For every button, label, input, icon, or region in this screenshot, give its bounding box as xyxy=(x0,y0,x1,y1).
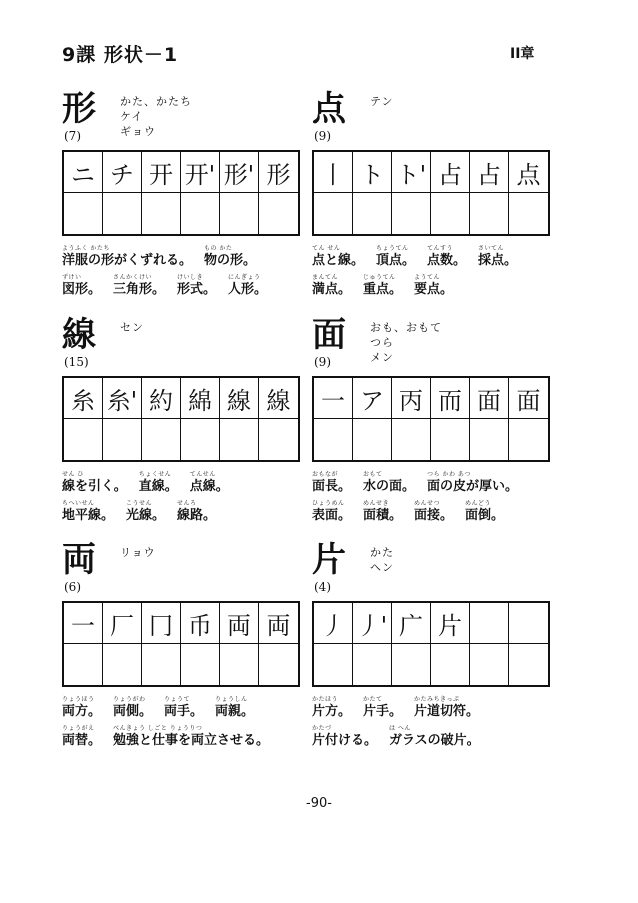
example-word: 片付ける。 xyxy=(312,733,378,748)
stroke-step-cell: 綿 xyxy=(181,378,220,419)
example-word: 線路。 xyxy=(177,508,217,523)
readings xyxy=(120,320,144,335)
stroke-step-cell: 両 xyxy=(220,603,259,644)
stroke-step-cell: 广 xyxy=(392,603,431,644)
stroke-step-cell: 糸' xyxy=(103,378,142,419)
kanji-character: 両 xyxy=(62,540,96,580)
example-word: 重点。 xyxy=(363,282,403,297)
furigana: かたづ xyxy=(312,725,332,732)
example-word: 地平線。 xyxy=(62,508,115,523)
furigana: べんきょう しごと りょうりつ xyxy=(113,725,203,732)
practice-cell xyxy=(181,193,220,234)
page-title: 9課 形状－1 xyxy=(62,44,179,66)
example-sentences xyxy=(312,695,480,753)
example-item xyxy=(376,244,415,269)
example-item xyxy=(62,499,114,524)
example-item xyxy=(62,273,101,298)
stroke-step-cell: 占 xyxy=(431,152,470,193)
practice-cell xyxy=(509,644,548,685)
stroke-step-cell: チ xyxy=(103,152,142,193)
example-line xyxy=(62,724,269,749)
reading: かた xyxy=(370,546,394,559)
stroke-step-cell: 点 xyxy=(509,152,548,193)
example-word: 両側。 xyxy=(113,704,153,719)
furigana: ちょうてん xyxy=(376,245,409,252)
practice-cell xyxy=(103,644,142,685)
example-word: 片手。 xyxy=(363,704,403,719)
furigana: こうせん xyxy=(126,500,153,507)
stroke-step-cell: 开 xyxy=(142,152,181,193)
practice-cell xyxy=(392,419,431,460)
furigana: ちょくせん xyxy=(138,471,172,478)
stroke-order-grid xyxy=(62,601,300,687)
reading: セン xyxy=(120,321,144,334)
practice-cell xyxy=(103,419,142,460)
stroke-step-cell: 形 xyxy=(259,152,298,193)
example-word: 点と線。 xyxy=(312,253,365,268)
example-item xyxy=(465,499,504,524)
example-word: 物の形。 xyxy=(204,253,257,268)
example-sentences xyxy=(312,244,517,302)
example-item xyxy=(478,244,517,269)
furigana: りょうしん xyxy=(215,696,248,703)
practice-cell xyxy=(392,193,431,234)
stroke-step-cell: 占 xyxy=(470,152,509,193)
stroke-step-cell: 一 xyxy=(314,378,353,419)
practice-cell xyxy=(431,644,470,685)
example-item xyxy=(427,244,466,269)
example-item xyxy=(177,273,216,298)
readings xyxy=(370,320,442,365)
example-word: 形式。 xyxy=(177,282,217,297)
practice-cell xyxy=(259,419,298,460)
stroke-step-cell: ア xyxy=(353,378,392,419)
reading: かた、かたち xyxy=(120,95,192,108)
example-word: 面接。 xyxy=(414,508,454,523)
practice-cell xyxy=(353,419,392,460)
practice-cell xyxy=(142,193,181,234)
stroke-step-cell: 丿' xyxy=(353,603,392,644)
practice-cell xyxy=(64,193,103,234)
example-item xyxy=(414,499,453,524)
example-item xyxy=(62,695,101,720)
reading: ヘン xyxy=(370,561,394,574)
chapter-label: II章 xyxy=(510,46,535,62)
furigana: かたほう xyxy=(312,696,339,703)
example-word: 勉強と仕事を両立させる。 xyxy=(113,733,270,748)
furigana: おもなが xyxy=(312,471,339,478)
example-item xyxy=(312,695,351,720)
example-item xyxy=(113,273,165,298)
example-line xyxy=(312,499,518,524)
example-item xyxy=(190,470,229,495)
example-item xyxy=(312,273,351,298)
stroke-step-cell xyxy=(470,603,509,644)
example-item xyxy=(215,695,254,720)
stroke-step-cell: 線 xyxy=(259,378,298,419)
furigana: は へん xyxy=(389,725,411,732)
example-item xyxy=(363,470,415,495)
reading: テン xyxy=(370,95,394,108)
furigana: もの かた xyxy=(204,245,233,252)
kanji-block xyxy=(312,89,552,312)
stroke-step-cell: ト xyxy=(353,152,392,193)
example-line xyxy=(62,499,229,524)
stroke-step-cell: 片 xyxy=(431,603,470,644)
practice-cell xyxy=(353,193,392,234)
example-item xyxy=(414,273,453,298)
example-line xyxy=(62,695,269,720)
stroke-step-cell: 丿 xyxy=(314,603,353,644)
furigana: りょうがえ xyxy=(62,725,95,732)
practice-cell xyxy=(353,644,392,685)
example-item xyxy=(177,499,216,524)
example-word: 光線。 xyxy=(126,508,166,523)
furigana: ずけい xyxy=(62,274,82,281)
practice-cell xyxy=(314,644,353,685)
example-word: 満点。 xyxy=(312,282,352,297)
furigana: りょうがわ xyxy=(113,696,146,703)
example-item xyxy=(62,244,192,269)
furigana: せんろ xyxy=(177,500,197,507)
kanji-character: 点 xyxy=(312,89,346,129)
kanji-character: 線 xyxy=(62,315,96,355)
kanji-block xyxy=(62,89,302,312)
practice-cell xyxy=(142,419,181,460)
stroke-order-grid xyxy=(312,601,550,687)
readings xyxy=(370,545,394,575)
practice-cell xyxy=(470,419,509,460)
example-line xyxy=(62,470,229,495)
furigana: さいてん xyxy=(478,245,505,252)
furigana: ようふく かたち xyxy=(62,245,110,252)
readings xyxy=(120,94,192,139)
example-item xyxy=(113,724,269,749)
example-item xyxy=(228,273,267,298)
stroke-order-grid xyxy=(312,376,550,462)
kanji-block xyxy=(62,315,302,538)
kanji-block xyxy=(62,540,302,763)
example-word: 両替。 xyxy=(62,733,102,748)
stroke-order-grid xyxy=(312,150,550,236)
stroke-step-cell: ニ xyxy=(64,152,103,193)
reading: おも、おもて xyxy=(370,321,442,334)
example-word: 線を引く。 xyxy=(62,479,127,494)
example-item xyxy=(363,695,402,720)
practice-cell xyxy=(470,644,509,685)
furigana: けいしき xyxy=(177,274,204,281)
furigana: さんかくけい xyxy=(113,274,153,281)
example-item xyxy=(312,244,364,269)
practice-cell xyxy=(509,193,548,234)
practice-cell xyxy=(259,644,298,685)
stroke-step-cell: 丙 xyxy=(392,378,431,419)
furigana: りょうて xyxy=(164,696,191,703)
furigana: てん せん xyxy=(312,245,341,252)
example-item xyxy=(427,470,518,495)
example-item xyxy=(204,244,256,269)
furigana: めんどう xyxy=(465,500,492,507)
example-item xyxy=(62,724,101,749)
example-word: 両親。 xyxy=(215,704,255,719)
example-item xyxy=(312,470,351,495)
furigana: つら かわ あつ xyxy=(427,471,471,478)
example-item xyxy=(389,724,480,749)
example-word: 面の皮が厚い。 xyxy=(427,479,519,494)
example-word: 頂点。 xyxy=(376,253,416,268)
reading: ギョウ xyxy=(120,125,156,138)
stroke-step-cell: 線 xyxy=(220,378,259,419)
example-sentences xyxy=(62,470,229,528)
readings xyxy=(370,94,393,109)
furigana: りょうほう xyxy=(62,696,95,703)
stroke-step-cell: 而 xyxy=(431,378,470,419)
practice-cell xyxy=(509,419,548,460)
example-word: 要点。 xyxy=(414,282,454,297)
example-word: 水の面。 xyxy=(363,479,416,494)
example-line xyxy=(312,470,518,495)
furigana: かたて xyxy=(363,696,383,703)
stroke-step-cell: 一 xyxy=(64,603,103,644)
practice-cell xyxy=(64,419,103,460)
kanji-character: 形 xyxy=(62,89,96,129)
stroke-count: (9) xyxy=(314,355,331,369)
example-item xyxy=(164,695,203,720)
example-sentences xyxy=(312,470,518,528)
example-word: 面積。 xyxy=(363,508,403,523)
stroke-count: (9) xyxy=(314,129,331,143)
example-item xyxy=(62,470,127,495)
furigana: にんぎょう xyxy=(228,274,261,281)
stroke-step-cell: 厂 xyxy=(103,603,142,644)
practice-cell xyxy=(470,193,509,234)
example-word: ガラスの破片。 xyxy=(389,733,480,748)
practice-cell xyxy=(431,419,470,460)
furigana: ひょうめん xyxy=(312,500,345,507)
stroke-step-cell: 面 xyxy=(470,378,509,419)
example-word: 三角形。 xyxy=(113,282,166,297)
example-item xyxy=(139,470,178,495)
stroke-step-cell xyxy=(509,603,548,644)
example-word: 両方。 xyxy=(62,704,102,719)
practice-cell xyxy=(103,193,142,234)
stroke-count: (15) xyxy=(64,355,89,369)
page-number: -90- xyxy=(306,796,332,811)
example-word: 面倒。 xyxy=(465,508,505,523)
reading: ケイ xyxy=(120,110,144,123)
example-word: 点数。 xyxy=(427,253,467,268)
example-word: 直線。 xyxy=(138,479,178,494)
practice-cell xyxy=(431,193,470,234)
stroke-step-cell: 糸 xyxy=(64,378,103,419)
reading: つら xyxy=(370,336,394,349)
practice-cell xyxy=(259,193,298,234)
practice-cell xyxy=(142,644,181,685)
practice-cell xyxy=(314,193,353,234)
stroke-step-cell: 面 xyxy=(509,378,548,419)
furigana: せん ひ xyxy=(62,471,84,478)
furigana: まんてん xyxy=(312,274,339,281)
example-item xyxy=(312,499,351,524)
furigana: じゅうてん xyxy=(363,274,396,281)
example-line xyxy=(312,724,480,749)
example-word: 人形。 xyxy=(228,282,268,297)
stroke-step-cell: 冂 xyxy=(142,603,181,644)
stroke-count: (7) xyxy=(64,129,81,143)
kanji-block xyxy=(312,540,552,763)
kanji-character: 片 xyxy=(312,540,346,580)
stroke-step-cell: ト' xyxy=(392,152,431,193)
stroke-step-cell: 币 xyxy=(181,603,220,644)
stroke-step-cell: 形' xyxy=(220,152,259,193)
example-item xyxy=(363,499,402,524)
stroke-order-grid xyxy=(62,376,300,462)
practice-cell xyxy=(220,193,259,234)
stroke-step-cell: 开' xyxy=(181,152,220,193)
practice-cell xyxy=(181,419,220,460)
readings xyxy=(120,545,156,560)
example-item xyxy=(113,695,152,720)
stroke-step-cell: 両 xyxy=(259,603,298,644)
stroke-order-grid xyxy=(62,150,300,236)
example-word: 両手。 xyxy=(164,704,204,719)
practice-cell xyxy=(181,644,220,685)
furigana: てんせん xyxy=(189,471,216,478)
example-line xyxy=(62,244,267,269)
example-word: 面長。 xyxy=(312,479,352,494)
example-word: 表面。 xyxy=(312,508,352,523)
practice-cell xyxy=(392,644,431,685)
example-item xyxy=(312,724,377,749)
kanji-block xyxy=(312,315,552,538)
example-line xyxy=(312,695,480,720)
furigana: かたみちきっぷ xyxy=(414,696,460,703)
example-word: 洋服の形がくずれる。 xyxy=(62,253,193,268)
stroke-count: (4) xyxy=(314,580,331,594)
furigana: おもて xyxy=(363,471,383,478)
example-line xyxy=(312,244,517,269)
stroke-count: (6) xyxy=(64,580,81,594)
example-item xyxy=(126,499,165,524)
example-word: 図形。 xyxy=(62,282,102,297)
reading: メン xyxy=(370,351,394,364)
practice-cell xyxy=(220,644,259,685)
kanji-character: 面 xyxy=(312,315,346,355)
example-item xyxy=(363,273,402,298)
furigana: めんせつ xyxy=(414,500,441,507)
practice-cell xyxy=(220,419,259,460)
furigana: ちへいせん xyxy=(62,500,95,507)
furigana: てんすう xyxy=(427,245,454,252)
example-word: 片道切符。 xyxy=(414,704,480,719)
furigana: ようてん xyxy=(414,274,441,281)
example-word: 採点。 xyxy=(478,253,518,268)
stroke-step-cell: 丨 xyxy=(314,152,353,193)
example-line xyxy=(62,273,267,298)
reading: リョウ xyxy=(120,546,156,559)
furigana: めんせき xyxy=(363,500,390,507)
example-sentences xyxy=(62,695,269,753)
example-word: 点線。 xyxy=(189,479,229,494)
example-line xyxy=(312,273,517,298)
example-sentences xyxy=(62,244,267,302)
example-item xyxy=(414,695,479,720)
practice-cell xyxy=(64,644,103,685)
example-word: 片方。 xyxy=(312,704,352,719)
practice-cell xyxy=(314,419,353,460)
stroke-step-cell: 約 xyxy=(142,378,181,419)
